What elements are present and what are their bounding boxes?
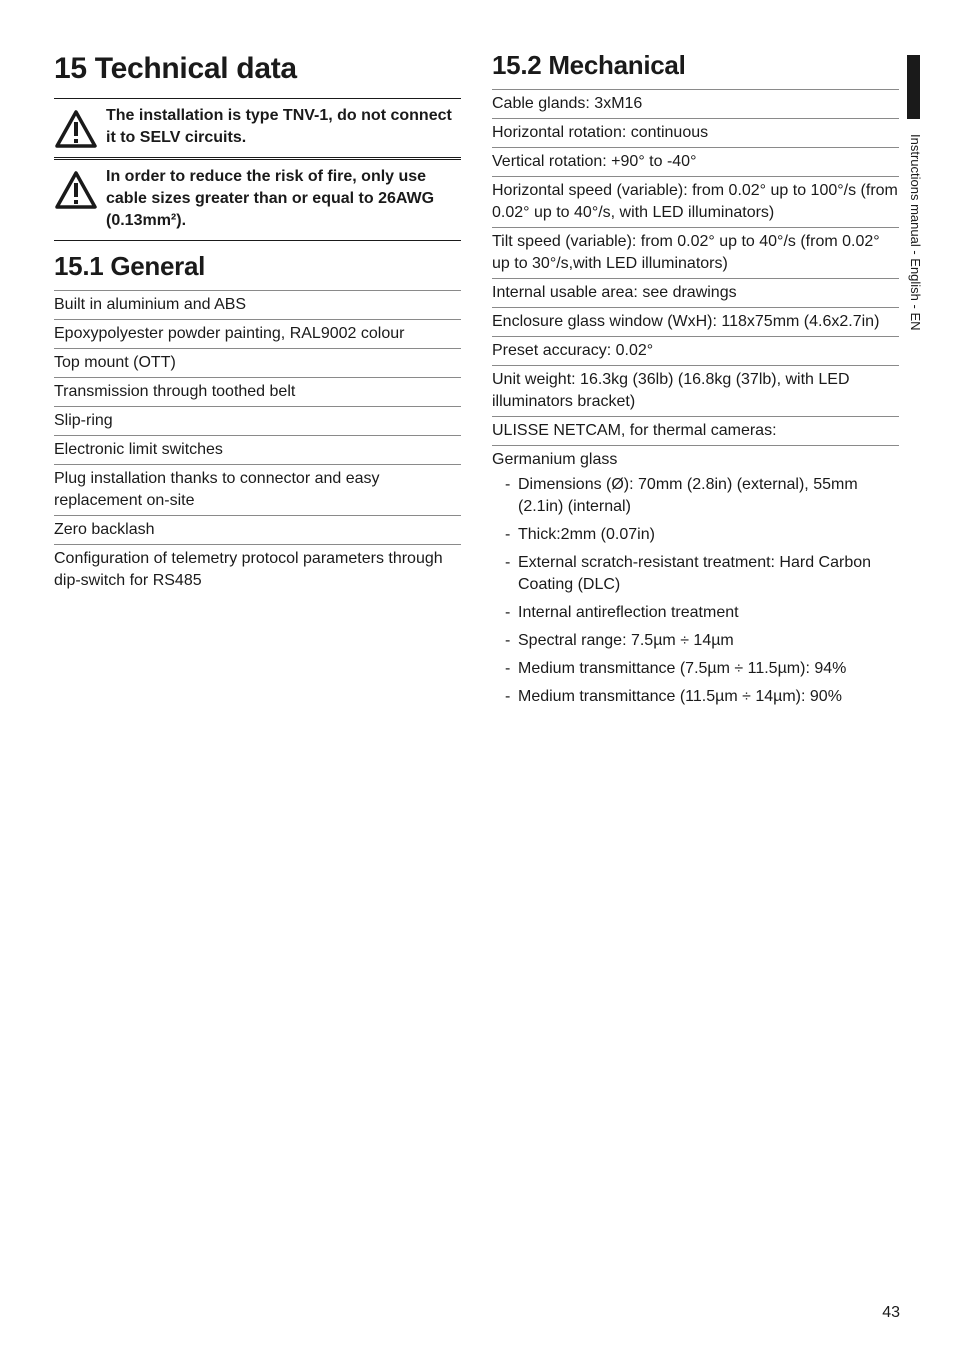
side-tab-marker xyxy=(907,55,920,119)
list-item: - Medium transmittance (11.5µm ÷ 14µm): 90% xyxy=(492,686,899,708)
list-item: Preset accuracy: 0.02° xyxy=(492,336,899,365)
list-item: Internal usable area: see drawings xyxy=(492,278,899,307)
warning-text: The installation is type TNV-1, do not connect it to SELV circuits. xyxy=(106,107,452,146)
list-item: - External scratch-resistant treatment: Hard Carbon Coating (DLC) xyxy=(492,552,899,596)
list-item: Top mount (OTT) xyxy=(54,348,461,377)
list-item: Zero backlash xyxy=(54,515,461,544)
germanium-glass-list xyxy=(492,474,899,708)
list-item: Enclosure glass window (WxH): 118x75mm (4.6x2.7in) xyxy=(492,307,899,336)
right-column xyxy=(492,44,899,714)
germanium-glass-heading: Germanium glass xyxy=(492,451,618,468)
warning-triangle-icon xyxy=(54,170,98,210)
warning-triangle-icon xyxy=(54,109,98,149)
list-item: Vertical rotation: +90° to -40° xyxy=(492,147,899,176)
warning-tnv1 xyxy=(54,98,461,158)
list-item: - Spectral range: 7.5µm ÷ 14µm xyxy=(492,630,899,652)
list-item: Unit weight: 16.3kg (36lb) (16.8kg (37lb), with LED illuminators bracket) xyxy=(492,365,899,416)
list-item: Plug installation thanks to connector and easy replacement on-site xyxy=(54,464,461,515)
list-item: Slip-ring xyxy=(54,406,461,435)
page-number: 43 xyxy=(882,1304,900,1321)
page-title: 15 Technical data xyxy=(54,52,297,85)
side-label: Instructions manual - English - EN xyxy=(908,134,923,331)
list-item: - Medium transmittance (7.5µm ÷ 11.5µm): 94% xyxy=(492,658,899,680)
mechanical-list xyxy=(492,89,899,446)
list-item: Horizontal rotation: continuous xyxy=(492,118,899,147)
list-item: Cable glands: 3xM16 xyxy=(492,89,899,118)
list-item: - Internal antireflection treatment xyxy=(492,602,899,624)
warning-text: In order to reduce the risk of fire, only use cable sizes greater than or equal to 26AWG (0.13mm²). xyxy=(106,168,435,229)
list-item: Built in aluminium and ABS xyxy=(54,290,461,319)
list-item: Electronic limit switches xyxy=(54,435,461,464)
list-item: ULISSE NETCAM, for thermal cameras: xyxy=(492,416,899,446)
list-item: - Thick:2mm (0.07in) xyxy=(492,524,899,546)
section-heading-mechanical: 15.2 Mechanical xyxy=(492,50,686,80)
warning-fire xyxy=(54,159,461,241)
general-list xyxy=(54,290,461,595)
left-column xyxy=(54,44,461,595)
list-item: Tilt speed (variable): from 0.02° up to 40°/s (from 0.02° up to 30°/s,with LED illuminators) xyxy=(492,227,899,278)
list-item: - Dimensions (Ø): 70mm (2.8in) (external), 55mm (2.1in) (internal) xyxy=(492,474,899,518)
list-item: Horizontal speed (variable): from 0.02° up to 100°/s (from 0.02° up to 40°/s, with LED illuminators) xyxy=(492,176,899,227)
list-item: Configuration of telemetry protocol parameters through dip-switch for RS485 xyxy=(54,544,461,595)
section-heading-general: 15.1 General xyxy=(54,251,206,281)
list-item: Transmission through toothed belt xyxy=(54,377,461,406)
list-item: Epoxypolyester powder painting, RAL9002 colour xyxy=(54,319,461,348)
